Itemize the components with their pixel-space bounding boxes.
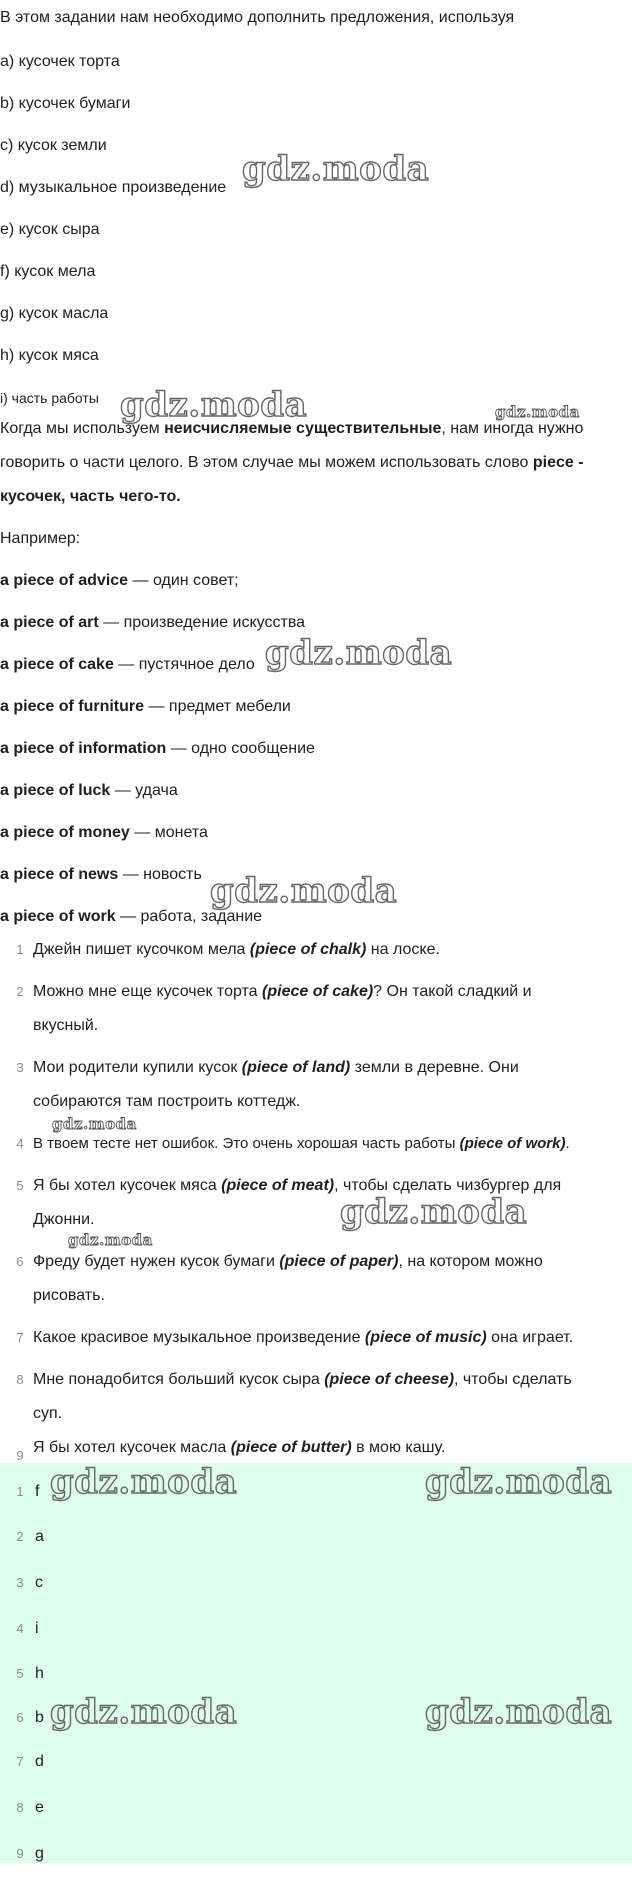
watermark-logo: gdz.moda — [50, 1692, 238, 1732]
sentence-line: Какое красивое музыкальное произведение (piece of music) она играет. — [33, 1329, 574, 1346]
watermark-logo: gdz.moda — [242, 149, 430, 189]
sentence-line-cont: собираются там построить коттедж. — [33, 1093, 301, 1110]
answer-number: 2 — [16, 1529, 24, 1544]
option-h: h) кусок мяса — [0, 347, 99, 364]
intro-text: В этом задании нам необходимо дополнить предложения, используя — [0, 9, 515, 26]
option-e: e) кусок сыра — [0, 221, 100, 238]
answer-value: h — [35, 1665, 44, 1682]
answer-value: i — [35, 1620, 39, 1637]
example-item: a piece of advice — один совет; — [0, 572, 239, 589]
example-item: a piece of luck — удача — [0, 782, 178, 799]
sentence-line: Фреду будет нужен кусок бумаги (piece of paper), на котором можно — [33, 1253, 543, 1270]
sentence-line-cont: вкусный. — [33, 1017, 99, 1034]
sentence-line: Я бы хотел кусочек масла (piece of butter) в мою кашу. — [33, 1439, 446, 1456]
answer-number: 7 — [16, 1754, 24, 1769]
watermark-logo: gdz.moda — [340, 1192, 528, 1232]
option-g: g) кусок масла — [0, 305, 109, 322]
option-a: a) кусочек торта — [0, 53, 120, 70]
answer-number: 8 — [16, 1800, 24, 1815]
option-i: i) часть работы — [0, 390, 99, 406]
option-f: f) кусок мела — [0, 263, 96, 280]
answer-number: 6 — [16, 1710, 24, 1725]
watermark-logo: gdz.moda — [120, 385, 308, 425]
example-item: a piece of news — новость — [0, 866, 202, 883]
answer-value: a — [35, 1528, 44, 1545]
sentence-line: Джейн пишет кусочком мела (piece of chalk) на лоске. — [33, 941, 440, 958]
option-d: d) музыкальное произведение — [0, 179, 227, 196]
watermark-logo: gdz.moda — [425, 1692, 613, 1732]
sentence-number: 8 — [16, 1372, 24, 1387]
sentence-line: Я бы хотел кусочек мяса (piece of meat), чтобы сделать чизбургер для — [33, 1177, 562, 1194]
sentence-number: 9 — [16, 1448, 24, 1463]
answer-number: 4 — [16, 1621, 24, 1636]
watermark-logo: gdz.moda — [210, 871, 398, 911]
example-item: a piece of information — одно сообщение — [0, 740, 315, 757]
answer-value: f — [35, 1483, 40, 1500]
answer-number: 3 — [16, 1575, 24, 1590]
answer-value: d — [35, 1753, 44, 1770]
watermark-logo: gdz.moda — [68, 1231, 153, 1249]
answers-panel — [0, 1463, 632, 1863]
sentence-number: 2 — [16, 984, 24, 999]
example-item: a piece of art — произведение искусства — [0, 614, 306, 631]
answer-number: 1 — [16, 1484, 24, 1499]
sentence-line-cont: суп. — [33, 1405, 63, 1422]
sentence-number: 6 — [16, 1254, 24, 1269]
example-item: a piece of work — работа, задание — [0, 908, 263, 925]
sentence-line: Мои родители купили кусок (piece of land) земли в деревне. Они — [33, 1059, 519, 1076]
answer-value: b — [35, 1709, 44, 1726]
answer-value: c — [35, 1574, 43, 1591]
sentence-line: Мне понадобится больший кусок сыра (piece of cheese), чтобы сделать — [33, 1371, 572, 1388]
option-c: c) кусок земли — [0, 137, 107, 154]
theory-line-2: говорить о части целого. В этом случае мы можем использовать слово piece - — [0, 454, 584, 471]
example-item: a piece of furniture — предмет мебели — [0, 698, 291, 715]
watermark-logo: gdz.moda — [425, 1462, 613, 1502]
sentence-line-cont: рисовать. — [33, 1287, 105, 1304]
sentence-line-cont: Джонни. — [33, 1211, 95, 1228]
sentence-line: Можно мне еще кусочек торта (piece of cake)? Он такой сладкий и — [33, 983, 532, 1000]
answer-value: e — [35, 1799, 44, 1816]
watermark-logo: gdz.moda — [52, 1115, 137, 1133]
answer-number: 5 — [16, 1666, 24, 1681]
watermark-logo: gdz.moda — [50, 1462, 238, 1502]
theory-line-3: кусочек, часть чего-то. — [0, 488, 181, 505]
theory-line-1: Когда мы используем неисчисляемые существительные, нам иногда нужно — [0, 420, 584, 437]
answer-value: g — [35, 1845, 44, 1862]
sentence-number: 4 — [16, 1136, 24, 1151]
answer-number: 9 — [16, 1846, 24, 1861]
watermark-logo: gdz.moda — [265, 633, 453, 673]
watermark-logo: gdz.moda — [495, 403, 580, 421]
example-item: a piece of cake — пустячное дело — [0, 656, 255, 673]
sentence-number: 3 — [16, 1060, 24, 1075]
sentence-number: 5 — [16, 1178, 24, 1193]
sentence-line: В твоем тесте нет ошибок. Это очень хорошая часть работы (piece of work). — [33, 1135, 570, 1152]
option-b: b) кусочек бумаги — [0, 95, 131, 112]
example-label: Например: — [0, 530, 81, 547]
sentence-number: 7 — [16, 1330, 24, 1345]
sentence-number: 1 — [16, 942, 24, 957]
example-item: a piece of money — монета — [0, 824, 208, 841]
